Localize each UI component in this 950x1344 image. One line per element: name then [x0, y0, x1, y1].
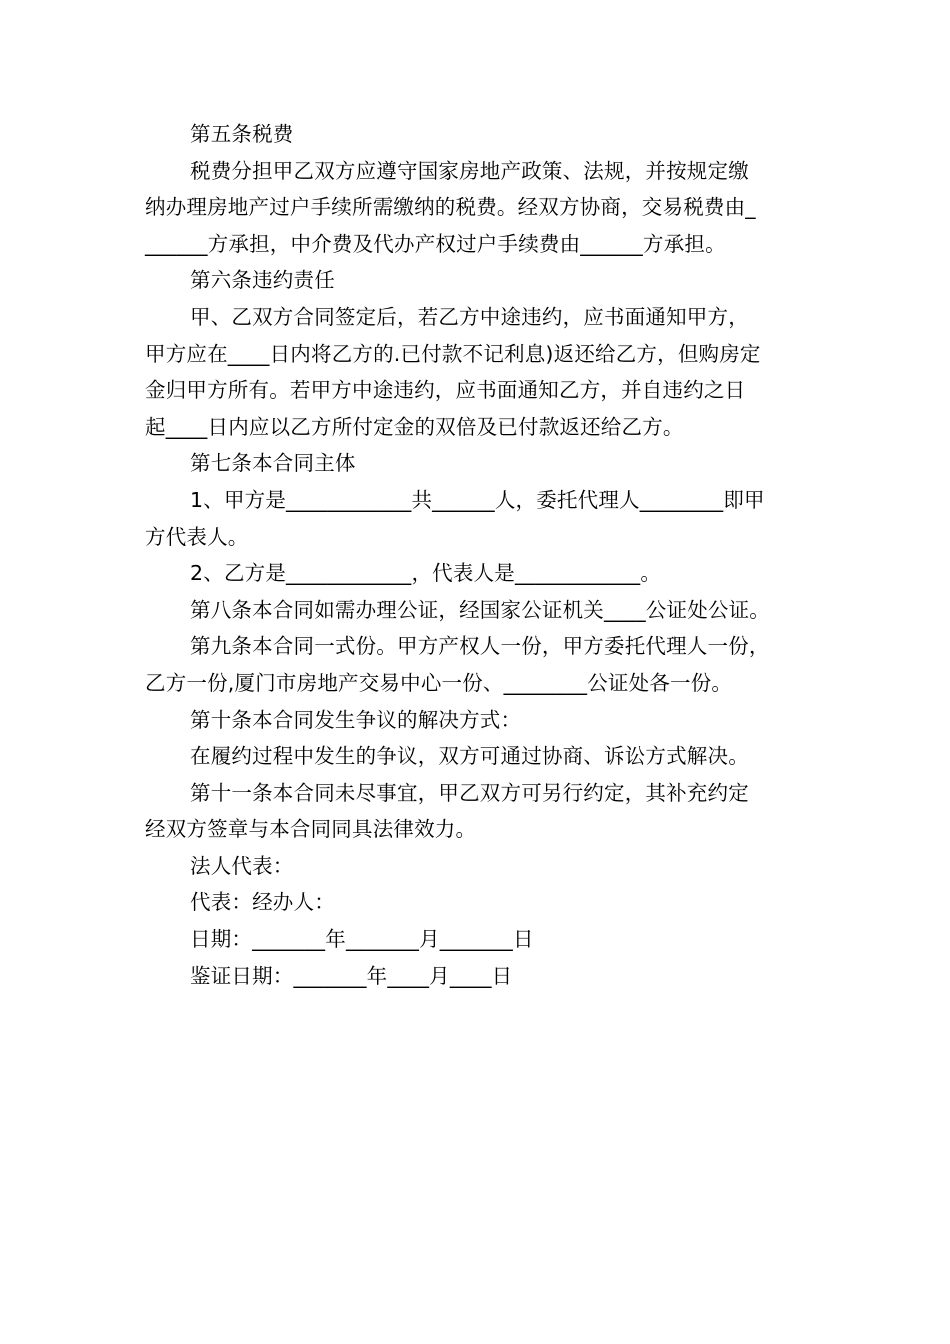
signature-legal-rep: 法人代表： — [190, 853, 294, 878]
section-11-line: 第十一条本合同未尽事宜，甲乙双方可另行约定，其补充约定 — [190, 780, 749, 805]
paragraph-line: 乙方一份,厦门市房地产交易中心一份、________公证处各一份。 — [145, 670, 733, 695]
paragraph-line: 起____日内应以乙方所付定金的双倍及已付款返还给乙方。 — [145, 414, 684, 439]
paragraph-line: 纳办理房地产过户手续所需缴纳的税费。经双方协商，交易税费由_ — [145, 195, 756, 220]
section-10-heading: 第十条本合同发生争议的解决方式： — [190, 707, 522, 732]
paragraph-line: 税费分担甲乙双方应遵守国家房地产政策、法规，并按规定缴 — [190, 158, 749, 183]
paragraph-line: 2、乙方是____________，代表人是____________。 — [190, 561, 662, 586]
signature-date: 日期：_______年_______月_______日 — [190, 927, 534, 952]
paragraph-line: ______方承担，中介费及代办产权过户手续费由______方承担。 — [145, 231, 726, 256]
paragraph-line: 方代表人。 — [145, 524, 249, 549]
section-6-heading: 第六条违约责任 — [190, 268, 335, 293]
document-body — [145, 116, 813, 994]
section-9-line: 第九条本合同一式份。甲方产权人一份，甲方委托代理人一份， — [190, 634, 770, 659]
paragraph-line: 甲方应在____日内将乙方的.已付款不记利息)返还给乙方，但购房定 — [145, 341, 761, 366]
section-7-heading: 第七条本合同主体 — [190, 451, 356, 476]
signature-agent: 代表：经办人： — [190, 890, 335, 915]
verification-date: 鉴证日期：_______年____月____日 — [190, 963, 513, 988]
paragraph-line: 甲、乙双方合同签定后，若乙方中途违约，应书面通知甲方， — [190, 304, 749, 329]
paragraph-line: 在履约过程中发生的争议，双方可通过协商、诉讼方式解决。 — [190, 744, 749, 769]
section-8-line: 第八条本合同如需办理公证，经国家公证机关____公证处公证。 — [190, 597, 770, 622]
paragraph-line: 经双方签章与本合同同具法律效力。 — [145, 817, 477, 842]
section-5-heading: 第五条税费 — [190, 122, 294, 146]
paragraph-line: 金归甲方所有。若甲方中途违约，应书面通知乙方，并自违约之日 — [145, 378, 746, 403]
paragraph-line: 1、甲方是____________共______人，委托代理人________即甲 — [190, 487, 765, 512]
